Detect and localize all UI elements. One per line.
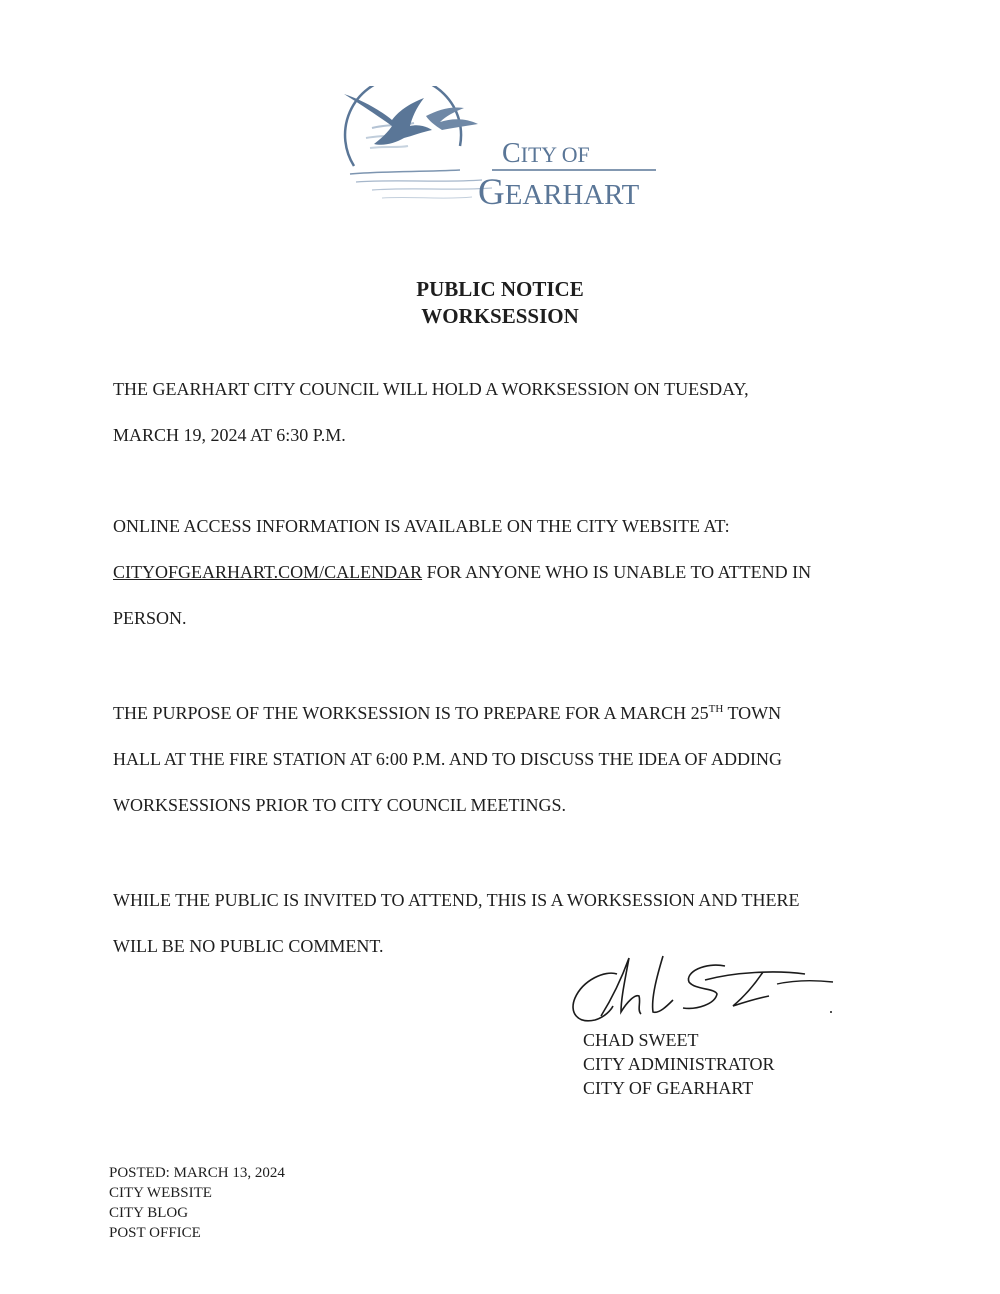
logo-city-of-initial: C: [502, 138, 521, 169]
handwritten-signature: [565, 950, 845, 1030]
paragraph-line: [113, 549, 913, 595]
calendar-link[interactable]: CITYOFGEARHART.COM/CALENDAR: [113, 562, 423, 582]
paragraph-line: HALL AT THE FIRE STATION AT 6:00 P.M. AND TO DISCUSS THE IDEA OF ADDING: [113, 749, 782, 769]
heading-title: PUBLIC NOTICE: [416, 277, 584, 301]
posted-info: [109, 1163, 285, 1243]
meeting-date-paragraph: [113, 366, 913, 458]
notice-heading: [0, 276, 1000, 330]
posted-location: CITY WEBSITE: [109, 1185, 212, 1201]
signature-block: [583, 1028, 775, 1100]
city-logo: [342, 86, 662, 211]
paragraph-line: PERSON.: [113, 608, 187, 628]
paragraph-line: THE GEARHART CITY COUNCIL WILL HOLD A WORKSESSION ON TUESDAY,: [113, 379, 749, 399]
paragraph-line: ONLINE ACCESS INFORMATION IS AVAILABLE ON THE CITY WEBSITE AT:: [113, 516, 730, 536]
logo-city-of: [502, 140, 590, 168]
signer-name: CHAD SWEET: [583, 1030, 699, 1050]
posted-location: CITY BLOG: [109, 1205, 189, 1221]
signer-organization: CITY OF GEARHART: [583, 1078, 754, 1098]
paragraph-line: WILL BE NO PUBLIC COMMENT.: [113, 936, 384, 956]
posted-date: POSTED: MARCH 13, 2024: [109, 1165, 285, 1181]
paragraph-line: WORKSESSIONS PRIOR TO CITY COUNCIL MEETINGS.: [113, 795, 567, 815]
logo-gearhart-initial: G: [478, 172, 505, 213]
logo-gearhart-rest: EARHART: [504, 179, 640, 211]
signer-title: CITY ADMINISTRATOR: [583, 1054, 775, 1074]
posted-location: POST OFFICE: [109, 1225, 201, 1241]
signature-icon: [565, 950, 845, 1030]
ordinal-suffix: TH: [708, 703, 724, 715]
paragraph-text: THE PURPOSE OF THE WORKSESSION IS TO PREPARE FOR A MARCH 25: [113, 703, 709, 723]
logo-gearhart: [478, 174, 639, 211]
logo-city-of-rest: ITY OF: [520, 143, 590, 167]
paragraph-line: [113, 690, 913, 736]
paragraph-line: MARCH 19, 2024 AT 6:30 P.M.: [113, 425, 346, 445]
purpose-paragraph: [113, 690, 913, 828]
online-access-paragraph: [113, 503, 913, 641]
heading-subtitle: WORKSESSION: [421, 304, 579, 328]
paragraph-line: WHILE THE PUBLIC IS INVITED TO ATTEND, THIS IS A WORKSESSION AND THERE: [113, 890, 800, 910]
paragraph-text: TOWN: [723, 703, 782, 723]
paragraph-text: FOR ANYONE WHO IS UNABLE TO ATTEND IN: [422, 562, 812, 582]
